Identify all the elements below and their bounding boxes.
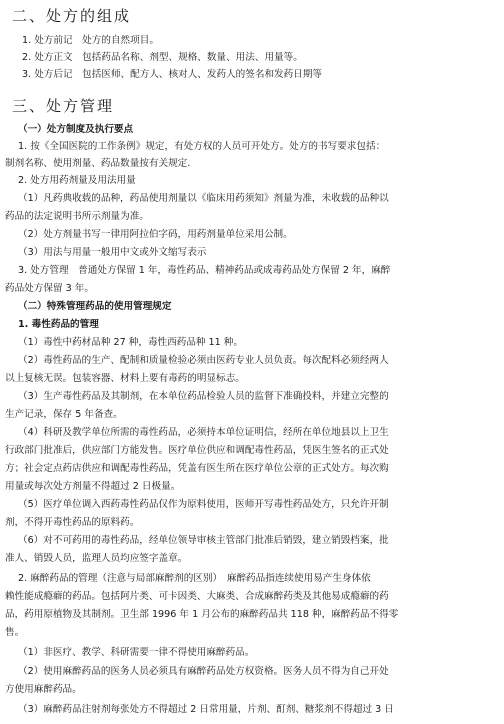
section-heading-composition: 二、处方的组成 [12,7,132,25]
paragraph-line: 1. 按《全国医院的工作条例》规定，有处方权的人员可开处方。处方的书写要求包括： [18,141,386,152]
paragraph-line: 2. 麻醉药品的管理（注意与局部麻醉剂的区别） 麻醉药品指连续使用易产生身体依 [18,573,371,584]
paragraph-line: 药品的法定说明书所示剂量为准。 [5,211,149,222]
paragraph-line: （1）凡药典收载的品种，药品使用剂量以《临床用药须知》剂量为准，未收载的品种以 [18,193,389,204]
paragraph-line: 赖性能成瘾癖的药品。包括阿片类、可卡因类、大麻类、合成麻醉药类及其他易成瘾癖的药 [5,591,389,602]
subsection-title: （一）处方制度及执行要点 [18,124,134,135]
paragraph-line: 生产记录，保存 5 年备查。 [5,409,123,420]
composition-item: 3. 处方后记 包括医师、配方人、核对人、发药人的签名和发药日期等 [22,69,323,80]
paragraph-line: 剂，不得开毒性药品的原料药。 [5,517,140,528]
paragraph-line: （3）用法与用量一般用中文或外文缩写表示 [18,247,207,258]
paragraph-line: （6）对不可药用的毒性药品，经单位领导审核主管部门批准后销毁，建立销毁档案，批 [18,535,389,546]
paragraph-line: 2. 处方用药剂量及用法用量 [18,175,136,186]
paragraph-line: 3. 处方管理 普通处方保留 1 年，毒性药品、精神药品或成毒药品处方保留 2 年，麻醉 [18,265,391,276]
composition-item: 2. 处方正文 包括药品名称、剂型、规格、数量、用法、用量等。 [22,52,303,63]
paragraph-line: 准人、销毁人员，监理人员均应签字盖章。 [5,553,188,564]
paragraph-line: （2）使用麻醉药品的医务人员必须具有麻醉药品处方权资格。医务人员不得为自己开处 [18,666,389,677]
paragraph-line: （5）医疗单位调入西药毒性药品仅作为原料使用，医师开写毒性药品处方，只允许开制 [18,499,389,510]
paragraph-line: 制剂名称、使用剂量、药品数量按有关规定. [5,158,191,169]
paragraph-line: 方使用麻醉药品。 [5,684,82,695]
paragraph-line: 以上复核无误。包装容器、材料上要有毒药的明显标志。 [5,373,245,384]
paragraph-line: （2）处方剂量书写一律用阿拉伯字码，用药剂量单位采用公制。 [18,229,293,240]
paragraph-line: 品，药用原植物及其制剂。卫生部 1996 年 1 月公布的麻醉药品共 118 种，麻醉药品不得零 [5,609,399,620]
paragraph-line: 方；社会定点药店供应和调配毒性药品，凭盖有医生所在医疗单位公章的正式处方。每次购 [5,463,389,474]
section-heading-management: 三、处方管理 [12,97,115,115]
paragraph-line: （3）麻醉药品注射剂每张处方不得超过 2 日常用量，片剂、酊剂、糖浆剂不得超过 3 日 [18,704,394,715]
paragraph-line: 药品处方保留 3 年。 [5,283,94,294]
paragraph-line: （3）生产毒性药品及其制剂，在本单位药品检验人员的监督下准确投料，并建立完整的 [18,391,389,402]
paragraph-line: （1）毒性中药材品种 27 种，毒性西药品种 11 种。 [18,337,243,348]
paragraph-line: 售。 [5,627,25,638]
paragraph-line: 1. 毒性药品的管理 [18,319,99,330]
paragraph-line: 用量或每次处方剂量不得超过 2 日极量。 [5,481,181,492]
paragraph-line: （4）科研及教学单位所需的毒性药品，必须持本单位证明信，经所在单位地县以上卫生 [18,427,389,438]
composition-item: 1. 处方前记 处方的自然项目。 [22,35,159,46]
subsection-title: （二）特殊管理药品的使用管理规定 [18,301,172,312]
paragraph-line: （2）毒性药品的生产、配制和质量检验必须由医药专业人员负责。每次配料必须经两人 [18,355,389,366]
paragraph-line: （1）非医疗、教学、科研需要一律不得使用麻醉药品。 [18,647,255,658]
paragraph-line: 行政部门批准后，供应部门方能发售。医疗单位供应和调配毒性药品，凭医生签名的正式处 [5,445,389,456]
